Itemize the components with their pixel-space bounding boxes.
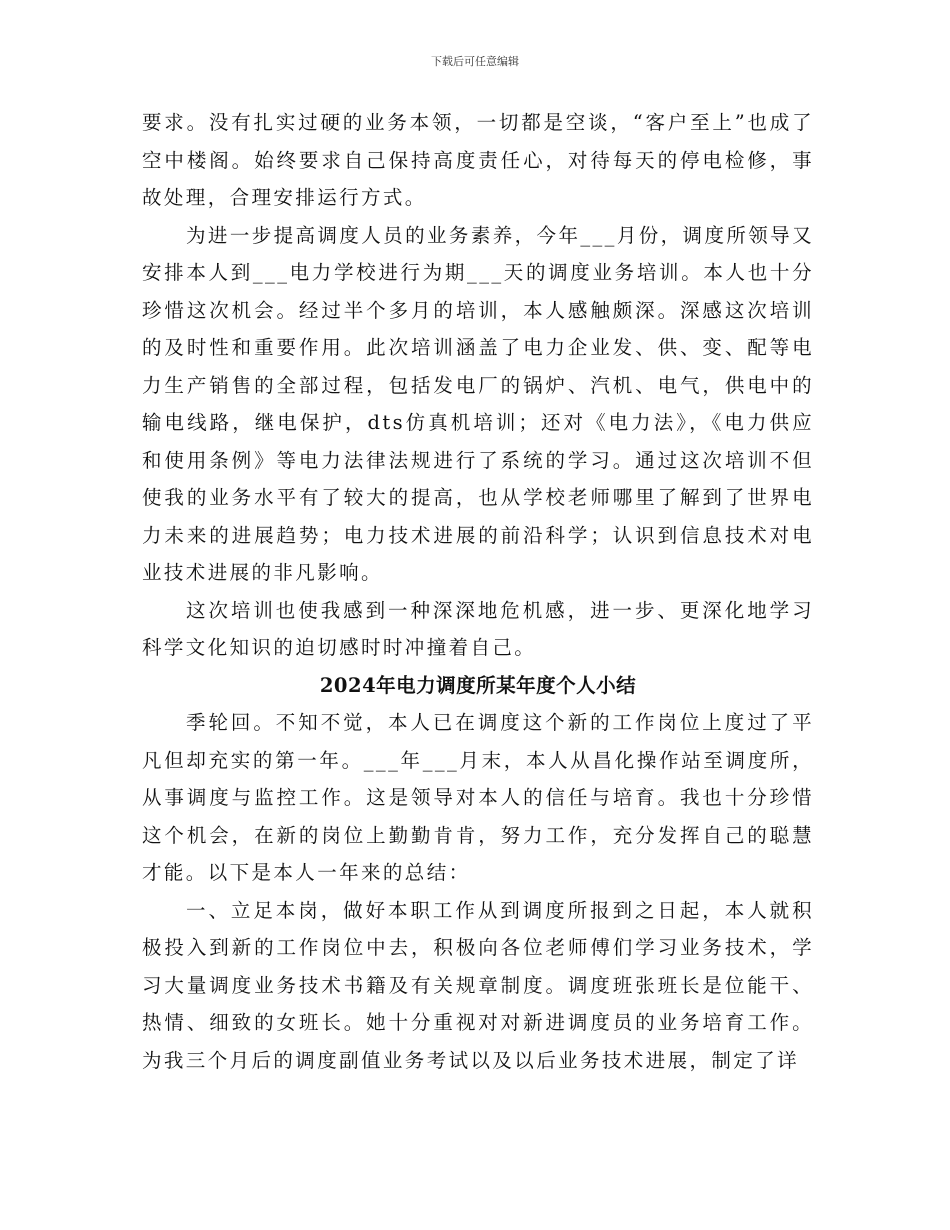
document-body	[142, 104, 814, 1079]
section-title: 2024年电力调度所某年度个人小结	[319, 673, 637, 697]
paragraph: 一、立足本岗，做好本职工作从到调度所报到之日起，本人就积极投入到新的工作岗位中去，积极向各位老师傅们学习业务技术，学习大量调度业务技术书籍及有关规章制度。调度班张班长是位能干、热情、细致的女班长。她十分重视对对新进调度员的业务培育工作。为我三个月后的调度副值业务考试以及以后业务技术进展，制定了详	[142, 898, 814, 1072]
paragraph: 这次培训也使我感到一种深深地危机感，进一步、更深化地学习科学文化知识的迫切感时时冲撞着自己。	[142, 598, 814, 659]
page-header: 下载后可任意编辑	[431, 55, 519, 68]
paragraph: 季轮回。不知不觉，本人已在调度这个新的工作岗位上度过了平凡但却充实的第一年。___年___月末，本人从昌化操作站至调度所，从事调度与监控工作。这是领导对本人的信任与培育。我也十分珍惜这个机会，在新的岗位上勤勤肯肯，努力工作，充分发挥自己的聪慧才能。以下是本人一年来的总结：	[142, 711, 814, 884]
paragraph: 要求。没有扎实过硬的业务本领，一切都是空谈，“客户至上”也成了空中楼阁。始终要求自己保持高度责任心，对待每天的停电检修，事故处理，合理安排运行方式。	[142, 111, 814, 209]
paragraph: 为进一步提高调度人员的业务素养，今年___月份，调度所领导又安排本人到___电力学校进行为期___天的调度业务培训。本人也十分珍惜这次机会。经过半个多月的培训，本人感触颇深。深感这次培训的及时性和重要作用。此次培训涵盖了电力企业发、供、变、配等电力生产销售的全部过程，包括发电厂的锅炉、汽机、电气，供电中的输电线路，继电保护，dts仿真机培训；还对《电力法》，《电力供应和使用条例》等电力法律法规进行了系统的学习。通过这次培训不但使我的业务水平有了较大的提高，也从学校老师哪里了解到了世界电力未来的进展趋势；电力技术进展的前沿科学；认识到信息技术对电业技术进展的非凡影响。	[142, 223, 814, 584]
